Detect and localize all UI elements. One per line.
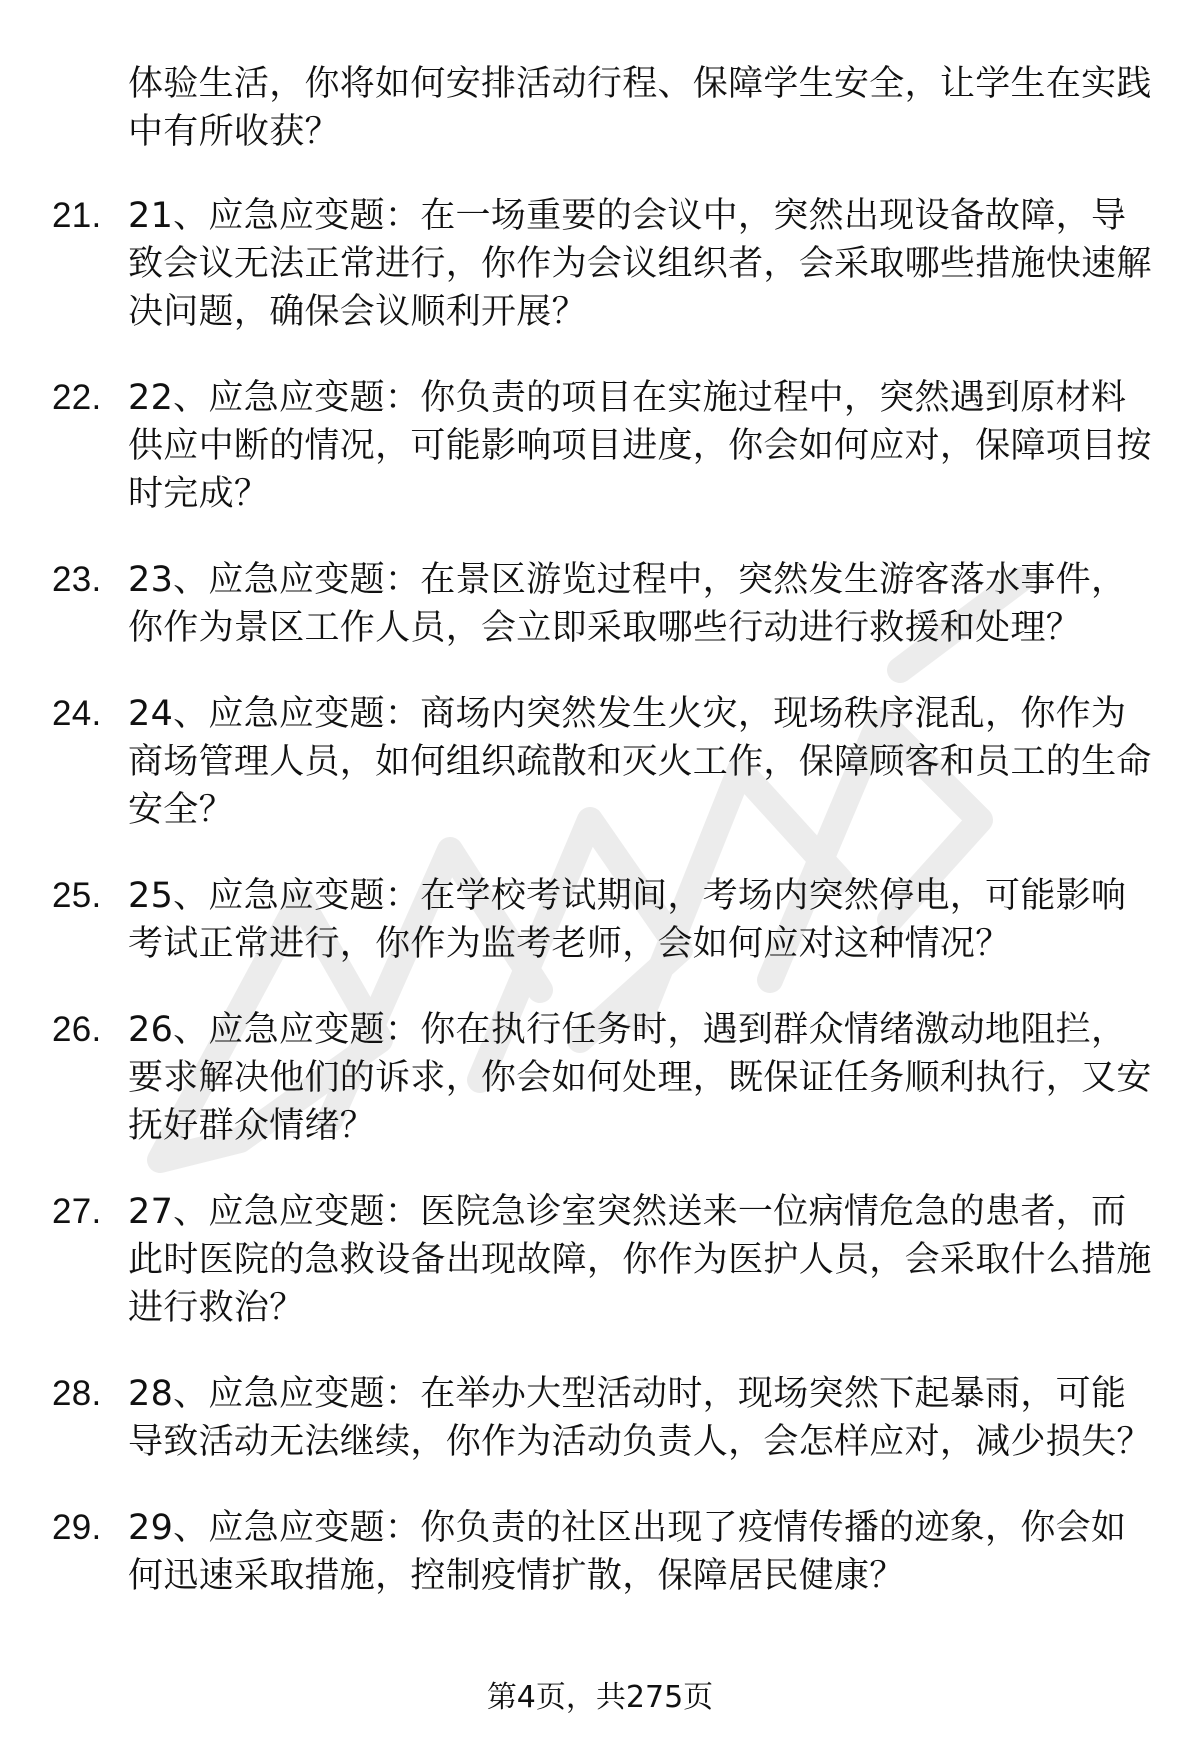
list-item-number: 24. bbox=[52, 694, 102, 733]
list-item bbox=[0, 1370, 1158, 1466]
list-item bbox=[0, 556, 1158, 652]
page-number-footer: 第4页，共275页 bbox=[486, 1680, 714, 1715]
list-item-number: 27. bbox=[52, 1192, 102, 1231]
list-item-text: 27、应急应变题：医院急诊室突然送来一位病情危急的患者，而此时医院的急救设备出现故障，你作为医护人员，会采取什么措施进行救治？ bbox=[128, 1192, 1152, 1328]
list-item bbox=[0, 1006, 1158, 1150]
list-item-number: 28. bbox=[52, 1374, 102, 1413]
list-item-number: 21. bbox=[52, 196, 102, 235]
list-item-text: 29、应急应变题：你负责的社区出现了疫情传播的迹象，你会如何迅速采取措施，控制疫情扩散，保障居民健康？ bbox=[128, 1508, 1127, 1596]
list-item bbox=[0, 192, 1158, 336]
list-item bbox=[0, 690, 1158, 834]
list-item-text: 21、应急应变题：在一场重要的会议中，突然出现设备故障，导致会议无法正常进行，你作为会议组织者，会采取哪些措施快速解决问题，确保会议顺利开展？ bbox=[128, 196, 1152, 332]
list-item-text: 28、应急应变题：在举办大型活动时，现场突然下起暴雨，可能导致活动无法继续，你作为活动负责人，会怎样应对，减少损失？ bbox=[128, 1374, 1152, 1462]
list-item-number: 25. bbox=[52, 876, 102, 915]
list-item-text: 24、应急应变题：商场内突然发生火灾，现场秩序混乱，你作为商场管理人员，如何组织疏散和灭火工作，保障顾客和员工的生命安全？ bbox=[128, 694, 1152, 830]
continued-paragraph: 体验生活，你将如何安排活动行程、保障学生安全，让学生在实践中有所收获？ bbox=[128, 64, 1152, 152]
question-list bbox=[0, 192, 1200, 1638]
list-item-text: 25、应急应变题：在学校考试期间，考场内突然停电，可能影响考试正常进行，你作为监考老师，会如何应对这种情况？ bbox=[128, 876, 1127, 964]
list-item-text: 23、应急应变题：在景区游览过程中，突然发生游客落水事件，你作为景区工作人员，会立即采取哪些行动进行救援和处理？ bbox=[128, 560, 1127, 648]
list-item-text: 22、应急应变题：你负责的项目在实施过程中，突然遇到原材料供应中断的情况，可能影响项目进度，你会如何应对，保障项目按时完成？ bbox=[128, 378, 1152, 514]
list-item-number: 26. bbox=[52, 1010, 102, 1049]
list-item bbox=[0, 374, 1158, 518]
list-item-number: 29. bbox=[52, 1508, 102, 1547]
list-item-number: 23. bbox=[52, 560, 102, 599]
list-item-number: 22. bbox=[52, 378, 102, 417]
list-item bbox=[0, 1188, 1158, 1332]
list-item-text: 26、应急应变题：你在执行任务时，遇到群众情绪激动地阻拦，要求解决他们的诉求，你会如何处理，既保证任务顺利执行，又安抚好群众情绪？ bbox=[128, 1010, 1152, 1146]
list-item bbox=[0, 872, 1158, 968]
list-item bbox=[0, 1504, 1158, 1600]
